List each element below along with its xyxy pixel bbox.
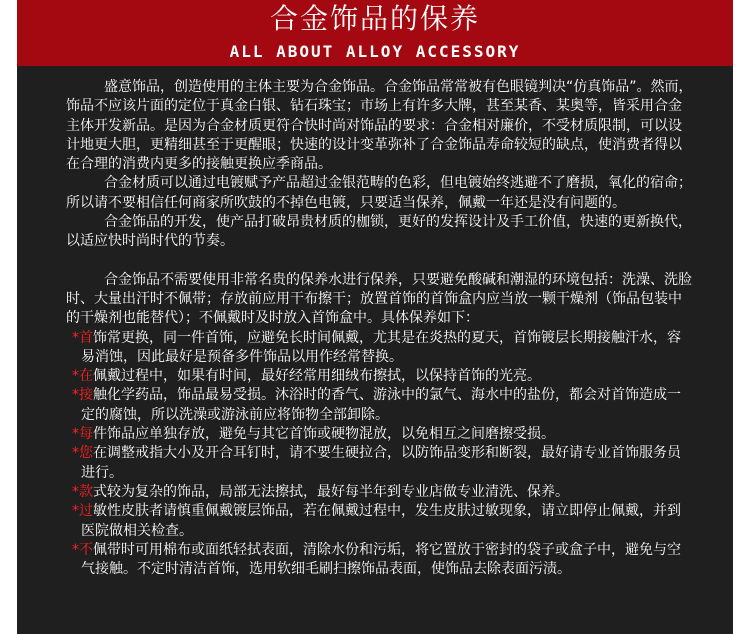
tip-text: 件饰品应单独存放，避免与其它首饰或硬物混放，以免相互之间磨擦受损。 — [93, 426, 555, 443]
star-bullet-icon: * — [72, 368, 79, 385]
paragraph-gap — [66, 252, 693, 271]
star-bullet-icon: * — [72, 329, 79, 346]
content-panel — [17, 66, 733, 634]
tip-first-char: 款 — [79, 483, 93, 500]
care-tip — [66, 444, 693, 483]
tip-text: 饰常更换，同一件首饰，应避免长时间佩戴，尤其是在炎热的夏天，首饰镀层长期接触汗水，容易消蚀，因此最好是预备多件饰品以用作经常替换。 — [81, 329, 681, 365]
care-tip — [66, 425, 693, 444]
tip-first-char: 您 — [79, 445, 93, 462]
care-tip — [66, 502, 693, 541]
star-bullet-icon: * — [72, 445, 79, 462]
intro-paragraph-2: 合金材质可以通过电镀赋予产品超过金银范畴的色彩，但电镀始终逃避不了磨损，氧化的宿命；所以请不要相信任何商家所吹鼓的不掉色电镀，只要适当保养，佩戴一年还是没有问题的。 — [66, 175, 692, 211]
page-title: 合金饰品的保养 — [269, 2, 480, 35]
tip-text: 在调整戒指大小及开合耳钉时，请不要生硬拉合，以防饰品变形和断裂，最好请专业首饰服务员进行。 — [81, 445, 681, 481]
star-bullet-icon: * — [72, 541, 79, 558]
page-subtitle: ALL ABOUT ALLOY ACCESSORY — [229, 42, 521, 61]
tip-first-char: 过 — [79, 503, 93, 520]
intro-paragraph-3: 合金饰品的开发，使产品打破昂贵材质的枷锁，更好的发挥设计及手工价值，快速的更新换代，以适应快时尚时代的节奏。 — [66, 214, 692, 250]
care-tip — [66, 541, 693, 580]
tip-text: 佩带时可用棉布或面纸轻拭表面，清除水份和污垢，将它置放于密封的袋子或盒子中，避免与空气接触。不定时清洁首饰，选用软细毛刷扫擦饰品表面，使饰品去除表面污渍。 — [81, 541, 681, 578]
tip-first-char: 接 — [79, 387, 93, 404]
care-tip — [66, 483, 693, 502]
star-bullet-icon: * — [72, 387, 79, 404]
star-bullet-icon: * — [72, 426, 79, 443]
tip-first-char: 在 — [79, 368, 93, 385]
care-tip — [66, 329, 693, 368]
tip-text: 触化学药品，饰品最易受损。沐浴时的香气、游泳中的氯气、海水中的盐份，都会对首饰造成一定的腐蚀，所以洗澡或游泳前应将饰物全部卸除。 — [81, 387, 681, 423]
tip-first-char: 每 — [79, 426, 93, 443]
star-bullet-icon: * — [72, 503, 79, 520]
star-bullet-icon: * — [72, 483, 79, 500]
care-tip — [66, 367, 693, 386]
tip-text: 佩戴过程中，如果有时间，最好经常用细绒布擦拭，以保持首饰的光亮。 — [93, 368, 541, 385]
care-tip — [66, 386, 693, 425]
intro-paragraph-1: 盛意饰品，创造使用的主体主要为合金饰品。合金饰品常常被有色眼镜判决“仿真饰品”。然而，饰品不应该片面的定位于真金白银、钻石珠宝；市场上有许多大牌，甚至某香、某奥等，皆采用合金主体开发新品。是因为合金材质更符合快时尚对饰品的要求：合金相对廉价，不受材质限制，可以设计地更大胆，更精细甚至于更醒眼；快速的设计变革弥补了合金饰品寿命较短的缺点，使消费者得以在合理的消费内更多的接触更换应季商品。 — [66, 79, 693, 173]
care-intro-paragraph: 合金饰品不需要使用非常名贵的保养水进行保养，只要避免酸碱和潮湿的环境包括：洗澡、洗脸时、大量出汗时不佩带；存放前应用干布擦干；放置首饰的首饰盒内应当放一颗干燥剂（饰品包装中的干燥剂也能替代）；不佩戴时及时放入首饰盒中。具体保养如下： — [66, 271, 692, 327]
tip-text: 式较为复杂的饰品，局部无法擦拭，最好每半年到专业店做专业清洗、保养。 — [93, 483, 569, 500]
tip-first-char: 首 — [79, 329, 93, 346]
tip-first-char: 不 — [79, 541, 93, 558]
tip-text: 敏性皮肤者请慎重佩戴镀层饰品，若在佩戴过程中，发生皮肤过敏现象，请立即停止佩戴，并到医院做相关检查。 — [81, 503, 681, 539]
